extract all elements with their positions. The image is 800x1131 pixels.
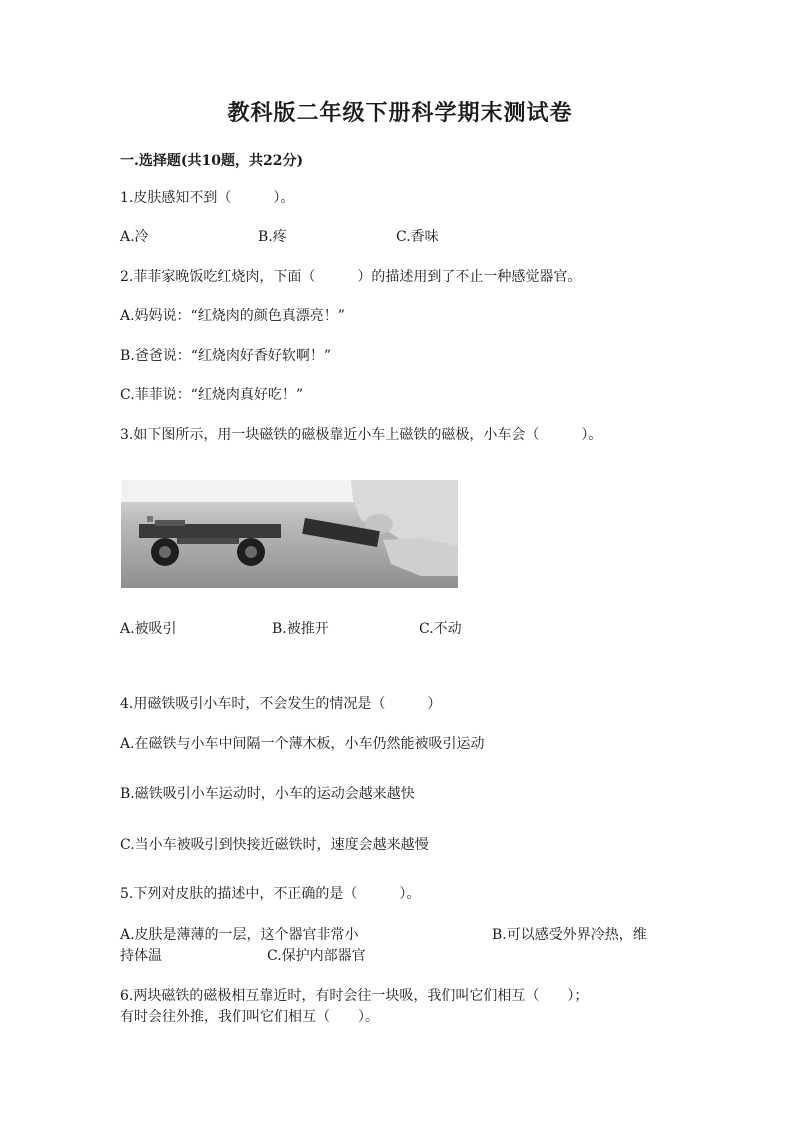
page-title: 教科版二年级下册科学期末测试卷: [227, 100, 573, 126]
question-1-option-c: C.香味: [396, 229, 439, 245]
question-4-stem: 4.用磁铁吸引小车时，不会发生的情况是（ ）: [120, 696, 442, 712]
question-4-option-b: B.磁铁吸引小车运动时，小车的运动会越来越快: [120, 786, 415, 802]
question-4-option-a: A.在磁铁与小车中间隔一个薄木板，小车仍然能被吸引运动: [120, 736, 485, 752]
question-1-option-a: A.冷: [120, 229, 149, 245]
question-5-option-b: B.可以感受外界冷热，维: [492, 927, 647, 943]
question-3-option-a: A.被吸引: [120, 621, 177, 637]
question-5-option-a: A.皮肤是薄薄的一层，这个器官非常小: [120, 927, 359, 943]
question-6-stem-line-2: 有时会往外推，我们叫它们相互（ ）。: [120, 1009, 379, 1025]
question-1-stem: 1.皮肤感知不到（ ）。: [120, 190, 295, 206]
question-2-option-b: B.爸爸说：“红烧肉好香好软啊！”: [120, 348, 332, 364]
magnet-car-photo: [121, 480, 458, 588]
question-5-option-c: C.保护内部器官: [267, 948, 366, 964]
question-6-stem-line-1: 6.两块磁铁的磁极相互靠近时，有时会往一块吸，我们叫它们相互（ ）；: [120, 988, 589, 1004]
question-1-option-b: B.疼: [258, 229, 287, 245]
question-3-stem: 3.如下图所示，用一块磁铁的磁极靠近小车上磁铁的磁极，小车会（ ）。: [120, 427, 603, 443]
question-2-option-c: C.菲菲说：“红烧肉真好吃！”: [120, 387, 303, 403]
section-heading: 一.选择题(共10题，共22分): [120, 153, 304, 169]
question-5-stem: 5.下列对皮肤的描述中，不正确的是（ ）。: [120, 886, 421, 902]
question-4-option-c: C.当小车被吸引到快接近磁铁时，速度会越来越慢: [120, 837, 429, 853]
question-2-stem: 2.菲菲家晚饭吃红烧肉，下面（ ）的描述用到了不止一种感觉器官。: [120, 269, 582, 285]
question-2-option-a: A.妈妈说：“红烧肉的颜色真漂亮！”: [120, 308, 345, 324]
question-3-option-c: C.不动: [419, 621, 462, 637]
question-5-option-b-continued: 持体温: [120, 948, 162, 964]
question-3-option-b: B.被推开: [272, 621, 329, 637]
